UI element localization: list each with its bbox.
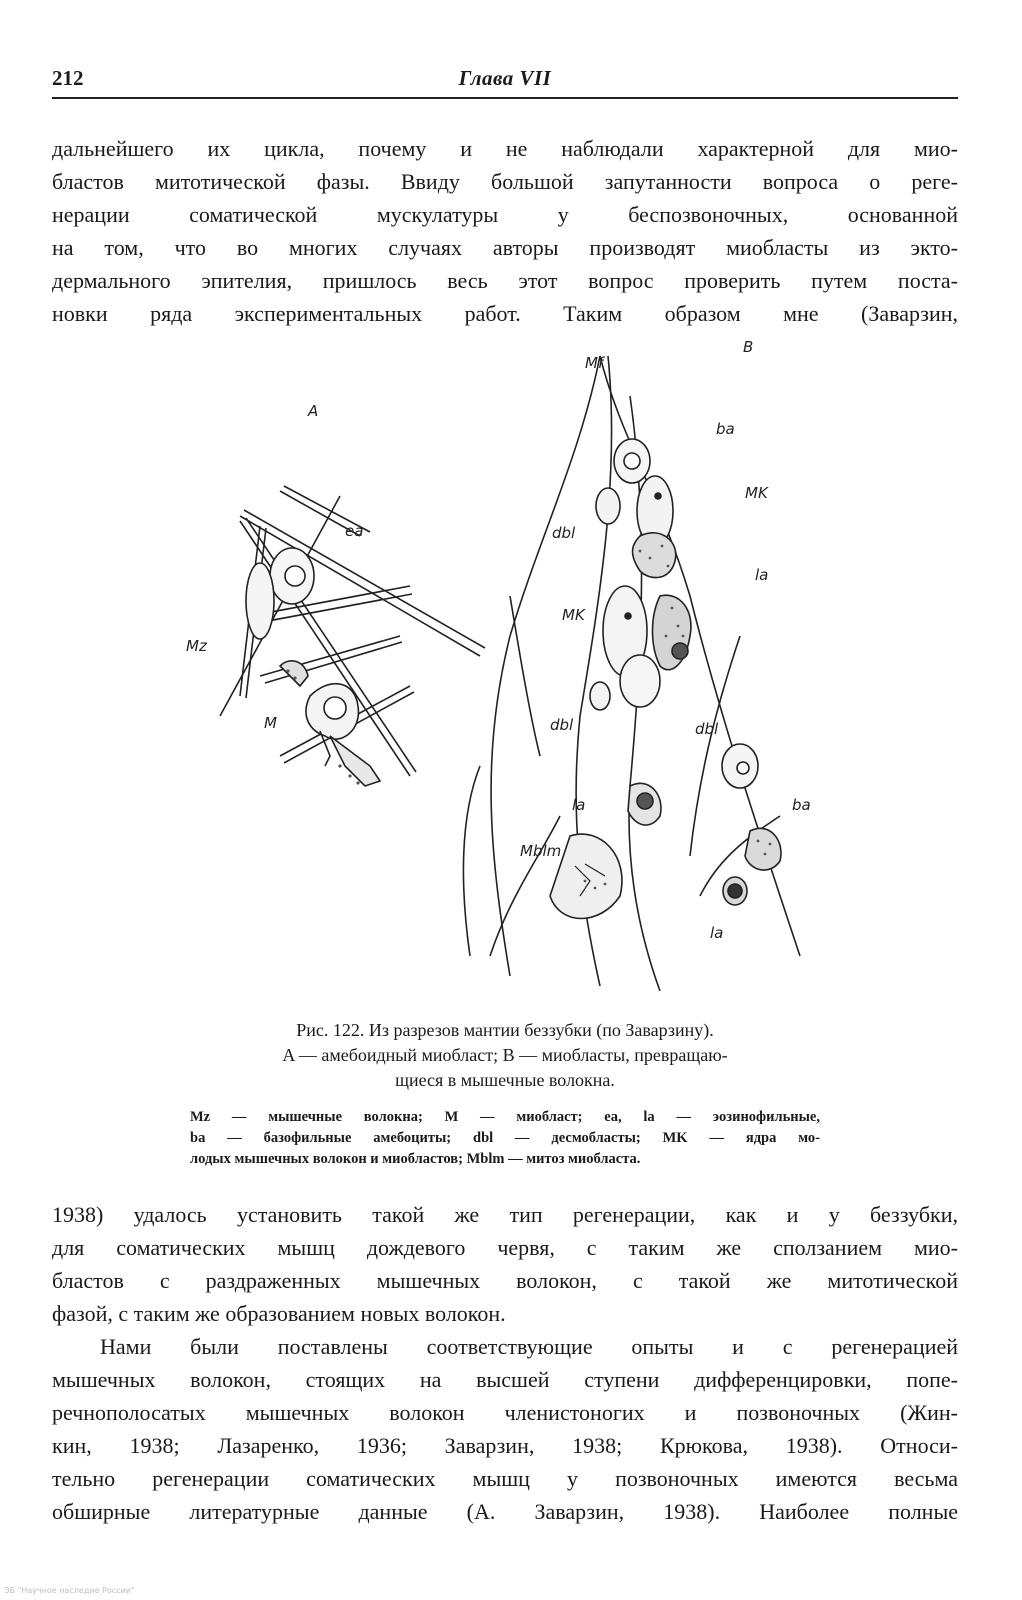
figure-label: ea (345, 522, 364, 540)
page-header (52, 66, 958, 96)
text-line: на том, что во многих случаях авторы производят миобласты из экто- (52, 235, 958, 260)
figure-label: dbl (695, 720, 719, 738)
paragraph-new (52, 1330, 958, 1528)
text-line: 1938) удалось установить такой же тип регенерации, как и у беззубки, (52, 1202, 958, 1227)
figure-label: la (755, 566, 769, 584)
text-line: для соматических мышц дождевого червя, с таким же сползанием мио- (52, 1235, 958, 1260)
paragraph-continued (52, 1198, 958, 1330)
watermark: ЭБ "Научное наследие России" (4, 1586, 135, 1595)
chapter-title: Глава VII (458, 66, 552, 90)
figure-label: M (264, 714, 277, 732)
figure-label: dbl (550, 716, 574, 734)
caption-line: A — амебоидный миобласт; B — миобласты, превращаю- (282, 1045, 728, 1065)
text-line: новки ряда экспериментальных работ. Таким образом мне (Заварзин, (52, 301, 958, 326)
figure-illustration (180, 336, 840, 996)
page-number: 212 (52, 66, 84, 90)
figure-label: Mz (186, 637, 207, 655)
figure-caption (190, 1018, 820, 1093)
figure-label: ba (716, 420, 735, 438)
text-line: Нами были поставлены соответствующие опыты и с регенерацией (100, 1334, 958, 1359)
legend-line: лодых мышечных волокон и миобластов; Mblm — митоз миобласта. (190, 1151, 641, 1167)
figure-122 (180, 336, 840, 996)
caption-line: щиеся в мышечные волокна. (395, 1070, 615, 1090)
text-line: бластов с раздраженных мышечных волокон, с такой же митотической (52, 1268, 958, 1293)
text-line: фазой, с таким же образованием новых волокон. (52, 1301, 506, 1326)
paragraph-top (52, 132, 958, 330)
text-line: дальнейшего их цикла, почему и не наблюдали характерной для мио- (52, 136, 958, 161)
figure-label: la (710, 924, 724, 942)
panel-a-label: A (308, 402, 319, 420)
text-line: дермального эпителия, пришлось весь этот вопрос проверить путем поста- (52, 268, 958, 293)
figure-label: MK (745, 484, 768, 502)
figure-label: MK (562, 606, 585, 624)
text-line: тельно регенерации соматических мышц у позвоночных имеются весьма (52, 1466, 958, 1491)
figure-label: la (572, 796, 586, 814)
header-rule (52, 97, 958, 99)
legend-line: ba — базофильные амебоциты; dbl — десмобласты; MK — ядра мо- (190, 1130, 820, 1146)
text-line: речнополосатых мышечных волокон членистоногих и позвоночных (Жин- (52, 1400, 958, 1425)
text-line: обширные литературные данные (А. Заварзин, 1938). Наиболее полные (52, 1499, 958, 1524)
figure-label: Mf (585, 354, 604, 372)
caption-line: Рис. 122. Из разрезов мантии беззубки (по Заварзину). (296, 1020, 714, 1040)
text-line: кин, 1938; Лазаренко, 1936; Заварзин, 1938; Крюкова, 1938). Относи- (52, 1433, 958, 1458)
figure-label: Mblm (520, 842, 562, 860)
panel-b-label: B (743, 338, 754, 356)
text-line: мышечных волокон, стоящих на высшей ступени дифференцировки, попе- (52, 1367, 958, 1392)
figure-legend (190, 1107, 820, 1170)
figure-label: ba (792, 796, 811, 814)
text-line: нерации соматической мускулатуры у беспозвоночных, основанной (52, 202, 958, 227)
figure-label: dbl (552, 524, 576, 542)
text-line: бластов митотической фазы. Ввиду большой запутанности вопроса о реге- (52, 169, 958, 194)
legend-line: Mz — мышечные волокна; M — миобласт; ea, la — эозинофильные, (190, 1109, 820, 1125)
